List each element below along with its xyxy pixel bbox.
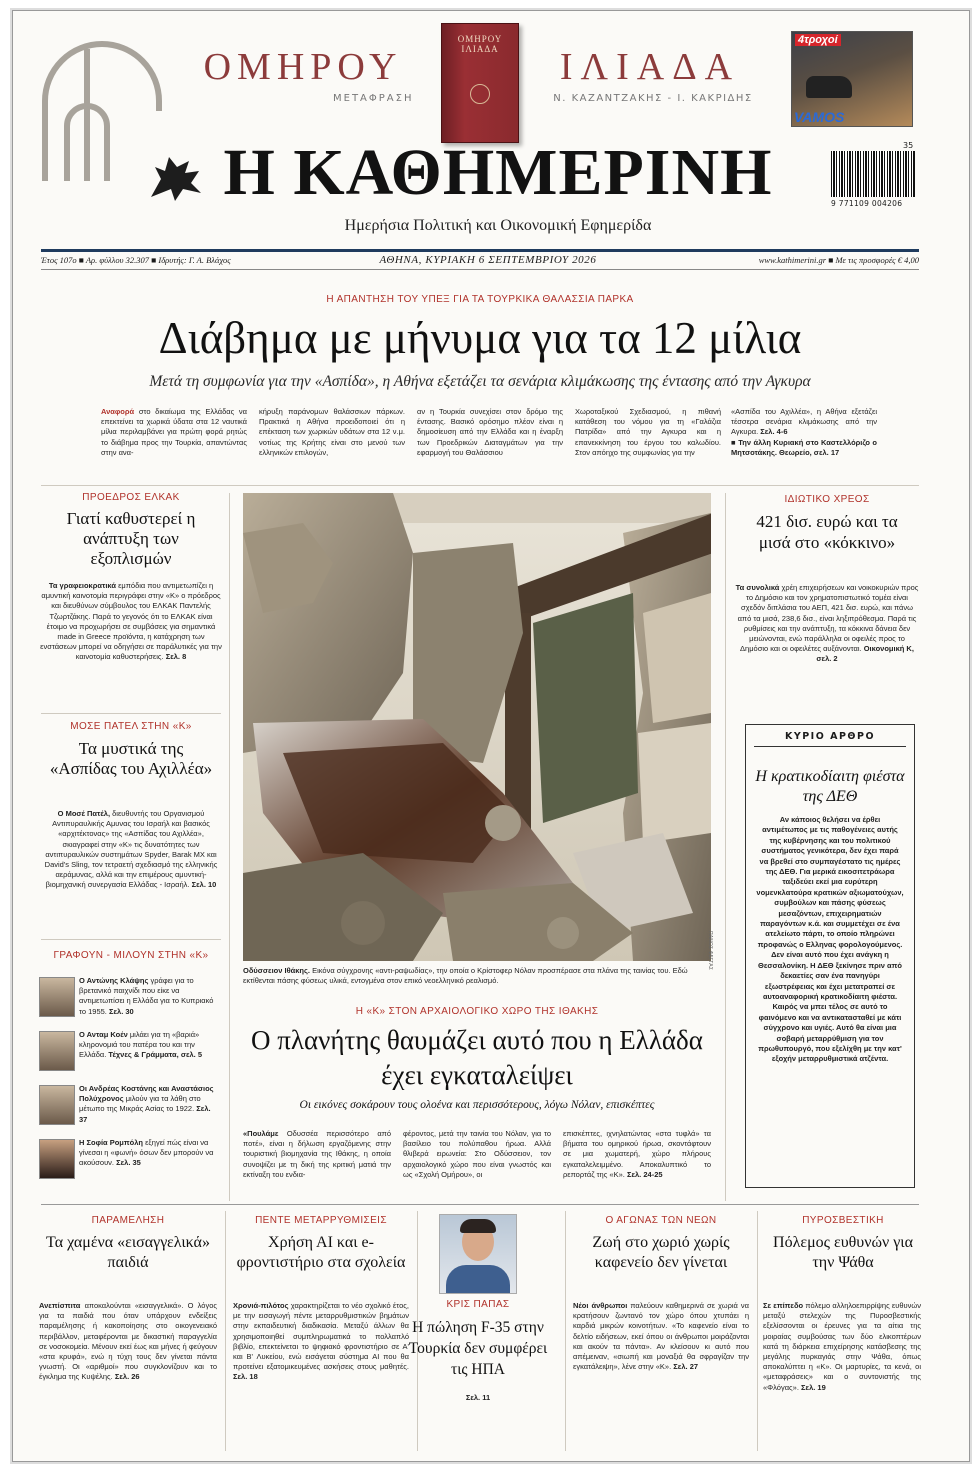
editorial-label: ΚΥΡΙΟ ΑΡΘΡΟ — [754, 725, 906, 747]
bottom-5-text: πόλεμο αλληλοεπιρρίψης ευθυνών μεταξύ στελεχών της Πυροσβεστικής εξελίσσονται οι έρευνες για τα αίτια της μοιραίας συμβούσας των δύο ελικοπτέρων κατά τη διάρκεια επιχείρησης κατάσβεσης της μεγάλης πυρκαγιάς στην Ψάθα, όπως αποκαλύπτει η «Κ». Οι μαρτυρίες, τα κενά, οι «μεταφράσεις» και ο συντονιστής της «Φλόγας». — [763, 1301, 921, 1392]
center-col1-text: Οδυσσέα περισσότερο από ποτέ», είναι η δήλωση εργαζόμενης στην τουριστική βιομηχανία της Ιθάκης, η οποία συνοψίζει με τη δική της κριτική ματιά την εκτίναξη του ενδια- — [243, 1129, 391, 1179]
bottom-1-headline[interactable]: Τα χαμένα «εισαγγελικά» παιδιά — [46, 1234, 210, 1271]
infobar-rule — [41, 269, 919, 270]
author-photo-klapsis — [39, 977, 75, 1017]
barcode — [831, 151, 915, 197]
ruins-photo-illustration — [243, 493, 711, 961]
lead-headline[interactable]: Διάβημα με μήνυμα για τα 12 μίλια — [158, 313, 802, 363]
bottom-3-portrait — [439, 1214, 517, 1294]
writer-item — [79, 976, 221, 1017]
left-s2-kicker: ΜΟΣΕ ΠΑΤΕΛ ΣΤΗΝ «Κ» — [70, 721, 192, 732]
bottom-2-lead: Χρονιά-πιλότος — [233, 1301, 289, 1310]
editorial-body: Αν κάποιος θελήσει να έρθει αντιμέτωπος με τις παθογένειες αυτής της κυβέρνησης και του πολιτικού συστήματος γενικότερα, δεν έχει παρά να βρεθεί στο συμπαγέστατο τις ημέρες της ΔΕΘ. Για μερικά εικοσιτετράωρα ταξιδεύει εκεί μια ευρύτερη νομενκλατούρα κρατικών αξιωματούχων, συμβούλων και πάσης φύσεως μεσαζόντων, επιχειρηματιών παραγόντων κ.ά. και συμμετέχει σε ένα ατελείωτο πάρτι, το οποίο πληρώνει προφανώς ο Ελληνας φορολογούμενος. Δεν είναι αυτό που έχει ανάγκη η Θεσσαλονίκη. Η ΔΕΘ ξεκίνησε πριν από δεκαετίες σαν ένα πανηγύρι εξωστρέφειας και έχει μετατραπεί σε αυτοαναφορική κρατικοδίαιτη φιέστα. Καιρός να μπει τέλος σε αυτό το φαινόμενο και να αντικατασταθεί με κάτι σύγχρονο και υγιές. Αυτό θα είναι μια σοβαρή μεταρρύθμιση για τον πρωθυπουργό, που εξελίχθη με την κατ' εξοχήν μεταρρυθμιστικά ατζέντα. — [756, 815, 904, 1064]
barcode-number: 9 771109 004206 — [831, 199, 903, 208]
bottom-divider-1 — [225, 1211, 226, 1451]
photo-credit: ΠΑΝΟΣ ΦΕΓΓΑΣ — [707, 931, 713, 970]
ad-book-cover — [441, 23, 519, 143]
lead-col-5 — [731, 407, 877, 458]
photo-caption-text: Εικόνα σύγχρονης «αντι-ραψωδίας», την οποία ο Κρίστοφερ Νόλαν προσπέρασε στα πλάνα της ταινίας του. Εδώ εκτίθενται πάσης φύσεως υλικά, εντογμένα στον επικό νεοελληνικό ρεαλισμό. — [243, 966, 688, 986]
ad-left-title: ΟΜΗΡΟΥ — [203, 46, 403, 88]
bottom-1-ref[interactable]: Σελ. 26 — [114, 1372, 140, 1382]
magazine-subtitle: VAMOS — [794, 109, 845, 125]
lead-lead-word: Αναφορά — [101, 407, 135, 416]
portrait-shirt-icon — [446, 1265, 510, 1294]
writer-name: Ο Ανταμ Κοέν — [79, 1030, 128, 1039]
author-photo-koen — [39, 1031, 75, 1071]
center-col-3 — [563, 1129, 711, 1180]
lead-ref-pages[interactable]: Σελ. 4-6 — [760, 427, 788, 437]
bottom-2-kicker: ΠΕΝΤΕ ΜΕΤΑΡΡΥΘΜΙΣΕΙΣ — [255, 1215, 387, 1226]
ad-left-subtitle: ΜΕΤΑΦΡΑΣΗ — [333, 93, 414, 104]
bottom-divider-3 — [565, 1211, 566, 1451]
writer-text: γράφει για το βρετανικό παιχνίδι που είκε να αντιμετωπίσει η Ελλάδα για το Κυπριακό το 1955. — [79, 976, 214, 1016]
masthead-subtitle: Ημερήσια Πολιτική και Οικονομική Εφημερίδα — [344, 217, 652, 234]
writer-ref[interactable]: Σελ. 30 — [108, 1006, 134, 1016]
lead-bottom-rule — [41, 485, 919, 486]
ad-right-subtitle: Ν. ΚΑΖΑΝΤΖΑΚΗΣ - Ι. ΚΑΚΡΙΔΗΣ — [553, 93, 753, 104]
bottom-4-ref[interactable]: Σελ. 27 — [673, 1362, 699, 1372]
lead-kicker: Η ΑΠΑΝΤΗΣΗ ΤΟΥ ΥΠΕΞ ΓΙΑ ΤΑ ΤΟΥΡΚΙΚΑ ΘΑΛΑΣΣΙΑ ΠΑΡΚΑ — [326, 294, 634, 305]
right-s1-headline[interactable]: 421 δισ. ευρώ και τα μισά στο «κόκκινο» — [756, 512, 898, 552]
writer-item — [79, 1030, 221, 1061]
center-headline[interactable]: Ο πλανήτης θαυμάζει αυτό που η Ελλάδα έχει εγκαταλείψει — [251, 1025, 703, 1090]
book-line2: ΙΛΙΑΔΑ — [461, 44, 499, 54]
photo-caption-lead: Οδύσσειον Ιθάκης. — [243, 966, 310, 975]
writer-name: Οι Ανδρέας Κοστάνης και Αναστάσιος Πολύχρονος — [79, 1084, 214, 1104]
editorial-headline[interactable]: Η κρατικοδίαιτη φιέστα της ΔΕΘ — [755, 768, 905, 805]
bottom-2-ref[interactable]: Σελ. 18 — [233, 1372, 258, 1382]
editorial-box — [745, 724, 915, 1188]
left-s2-text: διευθυντής του Οργανισμού Αντιπυραυλικής Αμυνας του Ισραήλ και βασικός «αρχιτέκτονας» της «Ασπίδας του Αχιλλέα», σκιαγραφεί στην «Κ» τις δυνατότητες των αντιπυραυλικών συστημάτων Spyder, Barak MX και David's Sling, τον τετραετή σχεδιασμό της ελληνικής αεράμυνας, αλλά και την επιμέρους αμυντική-βιομηχανική συνεργασία Ελλάδας - Ισραήλ. — [44, 809, 218, 890]
writer-name: Ο Αντώνης Κλάψης — [79, 976, 149, 985]
bottom-5-lead: Σε επίπεδο — [763, 1301, 804, 1310]
writer-item — [79, 1084, 221, 1125]
lead-col1-text: στο δικαίωμα της Ελλάδας να επεκτείνει τα χωρικά ύδατα στα 12 ναυτικά μίλια περιλαμβάνει για πρώτη φορά ρητώς το διάβημα προς την Τουρκία, απαντώντας στην ανα- — [101, 407, 247, 457]
left-rule-2 — [41, 939, 221, 940]
right-s1-body — [735, 583, 919, 665]
center-col-1 — [243, 1129, 391, 1180]
bottom-1-body — [39, 1301, 217, 1383]
writer-ref[interactable]: Σελ. 35 — [116, 1158, 141, 1168]
newspaper-front-page — [12, 10, 970, 1462]
writer-ref[interactable]: Τέχνες & Γράμματα, σελ. 5 — [108, 1050, 203, 1060]
bottom-2-body — [233, 1301, 409, 1383]
left-s1-text: εμπόδια που αντιμετωπίζει η αμυντική καινοτομία περιγράφει στην «Κ» ο πρόεδρος και διευθύνων σύμβουλος του ΕΛΚΑΚ Παντελής Τζωρτζάκης. Παρά το γεγονός ότι το ΕΛΚΑΚ είναι έτοιμο να προχωρήσει σε συμβάσεις για σημαντικά made in Greece προϊόντα, η κατάχρηση των ενστάσεων μπορεί να οδηγήσει σε παράλυτικές για την καινοτομία καθυστερήσεις. — [40, 581, 222, 662]
writer-ref[interactable]: Σελ. 37 — [79, 1104, 211, 1124]
book-line1: ΟΜΗΡΟΥ — [457, 34, 503, 44]
center-kicker: Η «Κ» ΣΤΟΝ ΑΡΧΑΙΟΛΟΓΙΚΟ ΧΩΡΟ ΤΗΣ ΙΘΑΚΗΣ — [355, 1006, 599, 1017]
masthead-rule — [41, 249, 919, 252]
issue-number: 35 — [903, 141, 914, 150]
left-s1-lead: Τα γραφειοκρατικά — [48, 581, 116, 590]
bottom-5-body — [763, 1301, 921, 1393]
bottom-3-ref[interactable]: Σελ. 11 — [465, 1393, 491, 1402]
bottom-row-rule — [41, 1204, 919, 1205]
bottom-4-lead: Νέοι άνθρωποι — [573, 1301, 628, 1310]
left-s2-headline[interactable]: Τα μυστικά της «Ασπίδας του Αχιλλέα» — [49, 739, 213, 778]
center-dek: Οι εικόνες σοκάρουν τους ολοένα και περισσότερους, λόγω Νόλαν, επισκέπτες — [299, 1099, 655, 1111]
bottom-4-headline[interactable]: Ζωή στο χωριό χωρίς καφενείο δεν γίνεται — [592, 1234, 730, 1271]
lead-col-1 — [101, 407, 247, 458]
author-photo-robopoli — [39, 1139, 75, 1179]
bottom-4-body — [573, 1301, 749, 1372]
left-column-divider — [229, 493, 230, 1201]
lead-col-3: αν η Τουρκία συνεχίσει στον δρόμο της έντασης. Βασικό ορόσημο πλέον είναι η δημοσίευση από την Ελλάδα και η έναρξη των Προεδρικών Διαταγμάτων για την εφαρμογή του Θαλάσσιου — [417, 407, 563, 457]
right-s1-text: χρέη επιχειρήσεων και νοικοκυριών προς το Δημόσιο και τον χρηματοπιστωτικό τομέα είναι σχεδόν διπλάσια του ΑΕΠ, 421 δισ. ευρώ, και πάνω από τα μισά, 238,6 δισ., είναι ληξιπρόθεσμα. Παρά τις ρυθμίσεις και την ανάπτυξη, τα κόκκινα δάνεια δεν μειώνονται, ενώ παράλληλα οι οφειλές προς το Δημόσιο και οι οφειλέτες αυξάνονται. — [737, 583, 919, 654]
ad-right-title: ΙΛΙΑΔΑ — [559, 46, 741, 88]
lead-col5-text: «Ασπίδα του Αχιλλέα», η Αθήνα εξετάζει τέσσερα σενάρια κλιμάκωσης από την Αγκυρα. — [731, 407, 877, 437]
bottom-3-headline[interactable]: Η πώληση F-35 στην Τουρκία δεν συμφέρει τις ΗΠΑ — [408, 1319, 548, 1378]
bottom-5-kicker: ΠΥΡΟΣΒΕΣΤΙΚΗ — [802, 1215, 884, 1226]
bottom-4-text: παλεύουν καθημερινά σε χωριά να κρατήσουν ζωντανό τον χώρο όπου χτυπάει η καρδιά μικρών κοινοτήτων. «Το καφενείο είναι το δελτίο ειδήσεων, εκεί όπου οι άνθρωποι μοιράζονται και ακούν τα πάντα». Αν κλείσουν κι αυτό που απέμειναν, «σιωπή και μοναξιά θα σφραγίζαν την εγκατάλειψη», λένε στην «Κ». — [573, 1301, 749, 1372]
car-icon — [806, 76, 852, 98]
left-s2-body — [39, 809, 223, 891]
lead-col-4: Χωροταξικού Σχεδιασμού, η πιθανή κατάθεση του νόμου για τη «Γαλάζια Πατρίδα» από την Αγκυρα και η επανεκκίνηση του έργου του καλωδίου. Στον απόηχο της συμφωνίας για την — [575, 407, 721, 457]
writer-text: μιλάει για τη «βαριά» κληρονομιά του πατέρα του και την Ελλάδα. — [79, 1030, 200, 1060]
lead-col-2: κήρυξη παράνομων θαλάσσιων πάρκων. Πρακτικά η Αθήνα προειδοποιεί ότι η επέκταση των χωρικών υδάτων στα 12 ν.μ. νοτίως της Κρήτης είναι στο μενού των ελληνικών επιλογών, — [259, 407, 405, 457]
right-column-divider — [725, 493, 726, 1201]
bottom-2-headline[interactable]: Χρήση ΑΙ και e-φροντιστήριο στα σχολεία — [236, 1234, 406, 1271]
left-s2-ref[interactable]: Σελ. 10 — [191, 880, 217, 890]
magazine-logo: 4τροχοί — [795, 34, 841, 46]
lead-dek: Μετά τη συμφωνία για την «Ασπίδα», η Αθήνα εξετάζει τα σενάρια κλιμάκωσης της έντασης από την Αγκυρα — [149, 373, 811, 390]
photo-caption — [243, 966, 711, 986]
infobar-date: ΑΘΗΝΑ, ΚΥΡΙΑΚΗ 6 ΣΕΠΤΕΜΒΡΙΟΥ 2026 — [379, 254, 597, 266]
bottom-divider-4 — [757, 1211, 758, 1451]
main-photo[interactable] — [243, 493, 711, 961]
author-photo-kostanis — [39, 1085, 75, 1125]
left-s3-kicker: ΓΡΑΦΟΥΝ - ΜΙΛΟΥΝ ΣΤΗΝ «Κ» — [53, 950, 209, 961]
left-s2-lead: Ο Μοσέ Πατέλ, — [57, 809, 111, 818]
infobar-right: www.kathimerini.gr ■ Με τις προσφορές € 4,00 — [758, 255, 919, 265]
bottom-1-lead: Ανεπίσπιτα — [39, 1301, 81, 1310]
magazine-promo[interactable] — [791, 31, 913, 127]
right-s1-ref[interactable]: Οικονομική Κ, σελ. 2 — [816, 644, 914, 664]
bottom-3-kicker: ΚΡΙΣ ΠΑΠΑΣ — [446, 1299, 510, 1310]
writer-text: μιλούν για τα λάθη στο μέτωπο της Μικράς Ασίας το 1922. — [79, 1094, 201, 1114]
masthead-title: Η ΚΑΘΗΜΕΡΙΝΗ — [223, 136, 773, 209]
griffin-logo-icon — [145, 149, 207, 205]
writer-text: εξηγεί πώς είναι να γίνεσαι η «φωνή» όσων δεν μπορούν να ακούσουν. — [79, 1138, 214, 1168]
bottom-4-kicker: Ο ΑΓΩΝΑΣ ΤΩΝ ΝΕΩΝ — [605, 1215, 717, 1226]
book-emblem-icon — [470, 84, 490, 104]
left-s1-body — [39, 581, 223, 663]
left-s1-ref[interactable]: Σελ. 8 — [165, 652, 187, 662]
right-s1-kicker: ΙΔΙΩΤΙΚΟ ΧΡΕΟΣ — [784, 494, 870, 505]
writer-item — [79, 1138, 221, 1169]
right-s1-lead: Τα συνολικά — [735, 583, 780, 592]
left-s1-headline[interactable]: Γιατί καθυστερεί η ανάπτυξη των εξοπλισμών — [66, 509, 196, 568]
bottom-5-headline[interactable]: Πόλεμος ευθυνών για την Ψάθα — [773, 1234, 913, 1271]
lead-ref-kastellorizo[interactable]: ■ Την άλλη Κυριακή στο Καστελλόριζο ο Μητσοτάκης. Θεωρείο, σελ. 17 — [731, 437, 877, 457]
writer-name: Η Σοφία Ρομπόλη — [79, 1138, 143, 1147]
left-rule-1 — [41, 713, 221, 714]
center-ref[interactable]: Σελ. 24-25 — [626, 1169, 663, 1179]
bottom-1-text: αποκαλούνται «εισαγγελικά». Ο λόγος για τα παιδιά που όταν υπάρχουν ενδείξεις παραμέλησης ή κακοποίησης στο οικογενειακό περιβάλλον, μεταφέρονται με δικαστική παραγγελία σε νοσοκομεία. Μένουν εκεί έως και μήνες ή φεύγουν «στα κρυφά», ενώ η τύχη τους δεν γίνεται πάντα γνωστή. Οι «αριθμοί» που συγκλονίζουν και το έγκλημα της Κυψέλης. — [39, 1301, 217, 1382]
center-lead-word: «Πουλάμε — [243, 1129, 279, 1138]
portrait-hair-icon — [460, 1219, 496, 1233]
left-s1-kicker: ΠΡΟΕΔΡΟΣ ΕΛΚΑΚ — [82, 492, 180, 503]
infobar-left: Έτος 107ο ■ Αρ. φύλλου 32.307 ■ Ιδρυτής: Γ. Α. Βλάχος — [41, 255, 231, 265]
bottom-2-text: χαρακτηρίζεται το νέο σχολικό έτος, με την εισαγωγή πέντε μεταρρυθμιστικών βημάτων στην εκπαιδευτική διαδικασία. Μεταξύ άλλων θα χρησιμοποιηθεί συμπληρωματικά το πολλαπλό βιβλίο, επεκτείνεται το ψηφιακό φροντιστήριο σε Α' και Β' Λυκείου, ενώ εισάγεται σύστημα AI που θα προτείνει εξατομικευμένες ασκήσεις στους μαθητές. — [233, 1301, 409, 1372]
bottom-1-kicker: ΠΑΡΑΜΕΛΗΣΗ — [91, 1215, 165, 1226]
center-col3-text: επισκέπτες, ιχνηλατώντας «στα τυφλά» τα βήματα του ομηρικού ήρωα, σκοντάφτουν σε μια χωματερή, χώρο πλήρους εγκαταλελειμμένο. Αποκαλυπτικό το ρεπορτάζ της «Κ». — [563, 1129, 711, 1179]
bottom-5-ref[interactable]: Σελ. 19 — [801, 1382, 826, 1392]
center-col-2: φέροντος, μετά την ταινία του Νόλαν, για το βασίλειο του πολύπαθου ήρωα. Αλλά θλιβερά ειρωνεία: Στο Οδύσσειον, τον αρχαιολογικό χώρο που είναι γνωστός και ως «Σχολή Ομήρου», οι — [403, 1129, 551, 1179]
